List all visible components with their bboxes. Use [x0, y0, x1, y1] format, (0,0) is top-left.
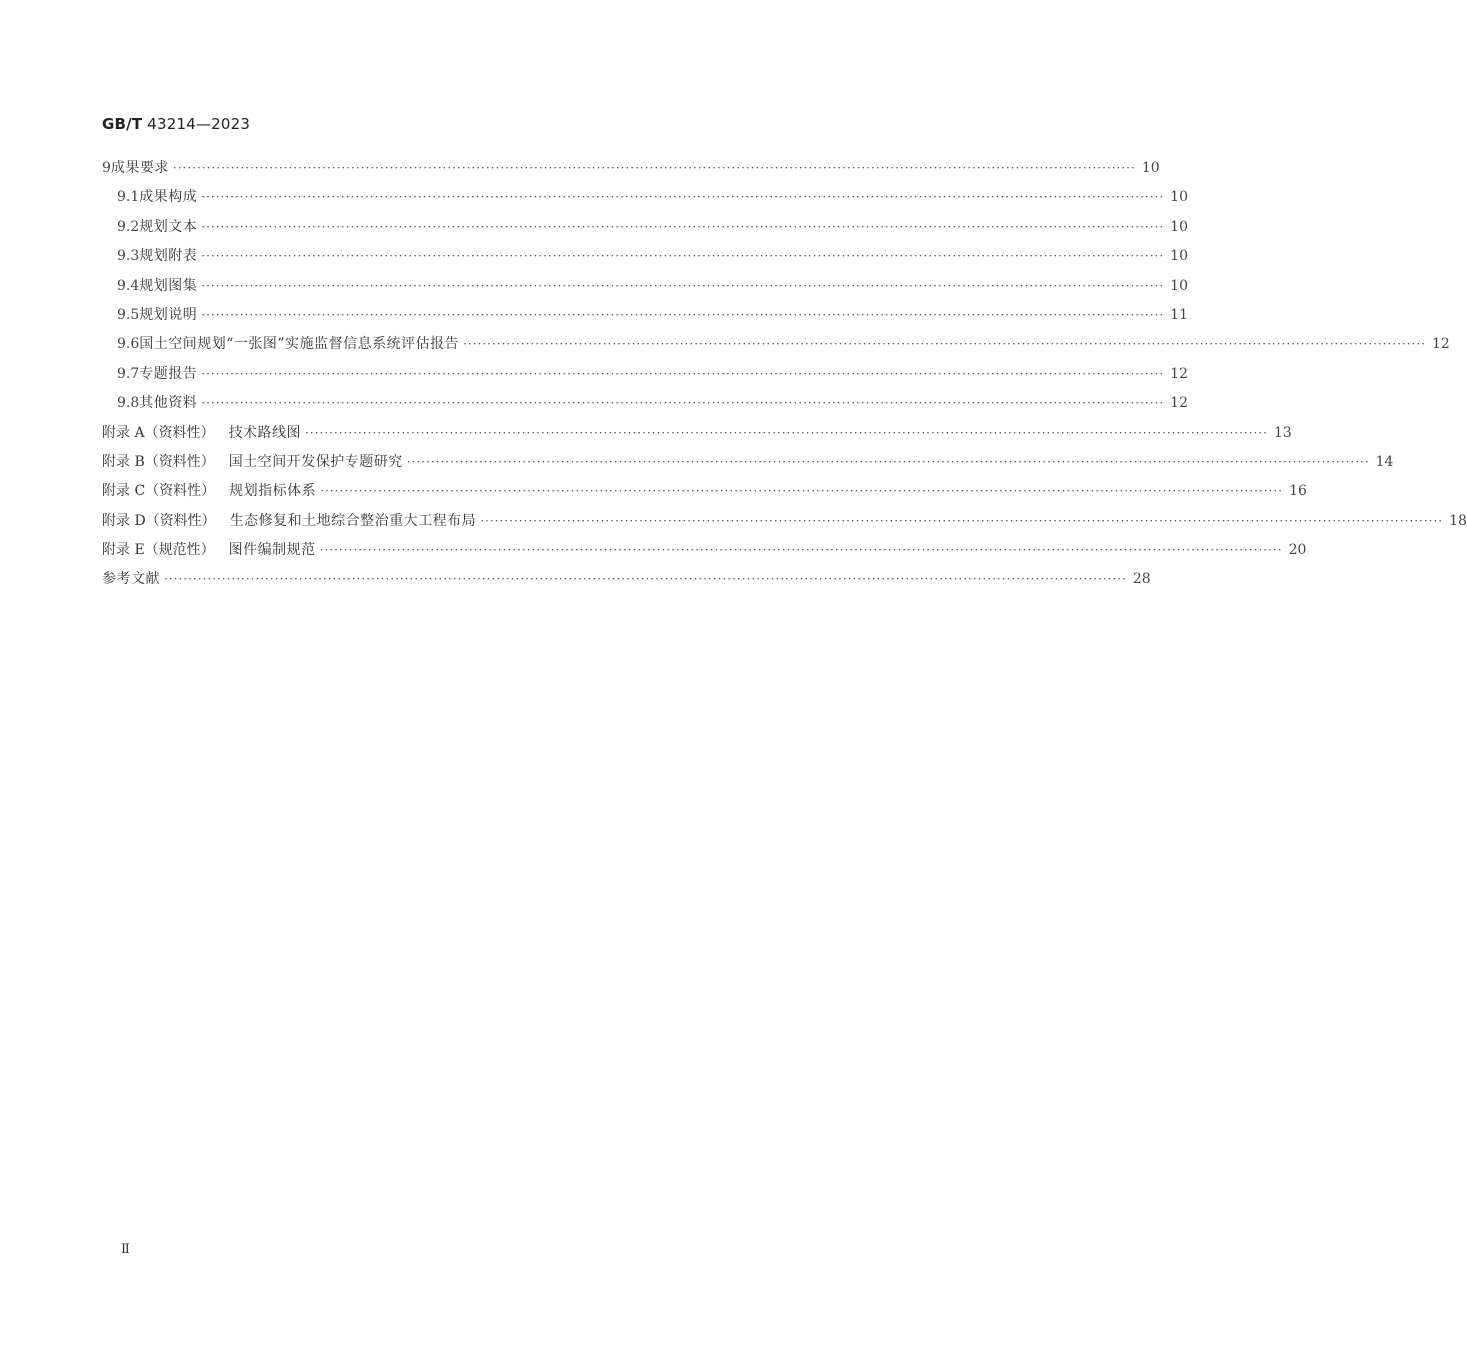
toc-entry-page: 10 [1141, 160, 1160, 176]
toc-entry-page: 20 [1288, 542, 1307, 559]
toc-entry-page: 28 [1132, 571, 1151, 588]
standard-code: GB/T [102, 115, 143, 133]
toc-leader-dots: ········································································································································································································ [406, 454, 1370, 469]
toc-entry[interactable] [102, 305, 1188, 334]
toc-entry-title: 规划说明 [139, 306, 198, 323]
toc-entry-title: 成果构成 [139, 189, 198, 206]
toc-entry[interactable] [102, 452, 1394, 481]
toc-leader-dots: ········································································································································································································ [201, 249, 1165, 264]
toc-entry-number: 9.5 [117, 306, 140, 323]
toc-leader-dots: ········································································································································································································ [201, 190, 1165, 205]
toc-entry-appendix-label: 附录 B（资料性） [102, 453, 215, 470]
toc-entry-title: 规划文本 [139, 218, 198, 235]
toc-entry-page: 10 [1170, 248, 1188, 265]
toc-entry-page: 11 [1170, 306, 1188, 323]
toc-leader-dots: ········································································································································································································ [480, 513, 1444, 528]
toc-entry-appendix-label: 附录 E（规范性） [102, 542, 215, 559]
toc-leader-dots: ········································································································································································································ [463, 337, 1426, 352]
toc-entry[interactable] [102, 158, 1160, 187]
toc-entry-title: 成果要求 [110, 160, 169, 176]
toc-entry[interactable] [102, 187, 1188, 216]
toc-entry[interactable] [102, 423, 1292, 452]
toc-entry-number: 9.8 [117, 395, 140, 412]
toc-entry-page: 10 [1170, 218, 1188, 235]
toc-entry-number: 9.1 [117, 189, 140, 206]
toc-entry-page: 16 [1289, 483, 1307, 500]
toc-entry-number: 9.6 [117, 336, 140, 353]
toc-entry[interactable] [102, 246, 1188, 275]
toc-leader-dots: ········································································································································································································ [319, 543, 1283, 558]
toc-leader-dots: ········································································································································································································ [201, 366, 1165, 381]
toc-leader-dots: ········································································································································································································ [201, 278, 1165, 293]
toc-entry-title: 参考文献 [102, 571, 160, 588]
toc-entry-page: 12 [1431, 336, 1450, 353]
toc-entry[interactable] [102, 511, 1467, 540]
toc-entry-title: 生态修复和土地综合整治重大工程布局 [229, 512, 477, 529]
toc-entry-title: 国土空间规划“一张图”实施监督信息系统评估报告 [139, 336, 460, 353]
document-header [102, 115, 250, 133]
toc-entry-appendix-label: 附录 A（资料性） [102, 424, 215, 441]
toc-leader-dots: ········································································································································································································ [201, 307, 1165, 322]
toc-leader-dots: ········································································································································································································ [201, 219, 1165, 234]
toc-entry-title: 国土空间开发保护专题研究 [228, 453, 403, 470]
toc-entry-number: 9.3 [117, 248, 140, 265]
toc-entry-page: 12 [1170, 395, 1188, 412]
toc-leader-dots: ········································································································································································································ [164, 572, 1127, 587]
toc-entry[interactable] [102, 540, 1307, 569]
toc-entry[interactable] [102, 393, 1188, 422]
toc-entry-number: 9.2 [117, 218, 140, 235]
toc-entry[interactable] [102, 217, 1188, 246]
toc-entry[interactable] [102, 569, 1151, 598]
toc-entry-title: 规划图集 [139, 277, 198, 294]
toc-entry[interactable] [102, 481, 1307, 510]
toc-entry-page: 10 [1170, 277, 1188, 294]
toc-entry[interactable] [102, 334, 1450, 363]
toc-leader-dots: ········································································································································································································ [305, 425, 1268, 440]
toc-entry-number: 9.4 [117, 277, 140, 294]
standard-number: 43214—2023 [147, 115, 251, 133]
toc-entry-title: 专题报告 [139, 365, 198, 382]
toc-entry[interactable] [102, 276, 1188, 305]
toc-entry-appendix-label: 附录 D（资料性） [102, 512, 216, 529]
toc-entry-appendix-label: 附录 C（资料性） [102, 483, 216, 500]
toc-entry-title: 规划附表 [139, 248, 198, 265]
toc-entry-page: 13 [1273, 424, 1292, 441]
table-of-contents [102, 158, 1467, 599]
toc-leader-dots: ········································································································································································································ [172, 161, 1136, 175]
toc-entry-title: 图件编制规范 [228, 542, 316, 559]
toc-entry-title: 技术路线图 [228, 424, 302, 441]
toc-entry-page: 10 [1170, 189, 1188, 206]
toc-entry-number: 9 [102, 160, 111, 176]
toc-entry-number: 9.7 [117, 365, 140, 382]
toc-entry-page: 18 [1449, 512, 1467, 529]
toc-leader-dots: ········································································································································································································ [320, 484, 1284, 499]
toc-entry-page: 12 [1170, 365, 1188, 382]
toc-entry[interactable] [102, 364, 1188, 393]
toc-entry-title: 其他资料 [139, 395, 198, 412]
toc-leader-dots: ········································································································································································································ [201, 396, 1165, 411]
toc-entry-page: 14 [1375, 453, 1394, 470]
page-number: Ⅱ [121, 1242, 130, 1257]
toc-entry-title: 规划指标体系 [229, 483, 317, 500]
